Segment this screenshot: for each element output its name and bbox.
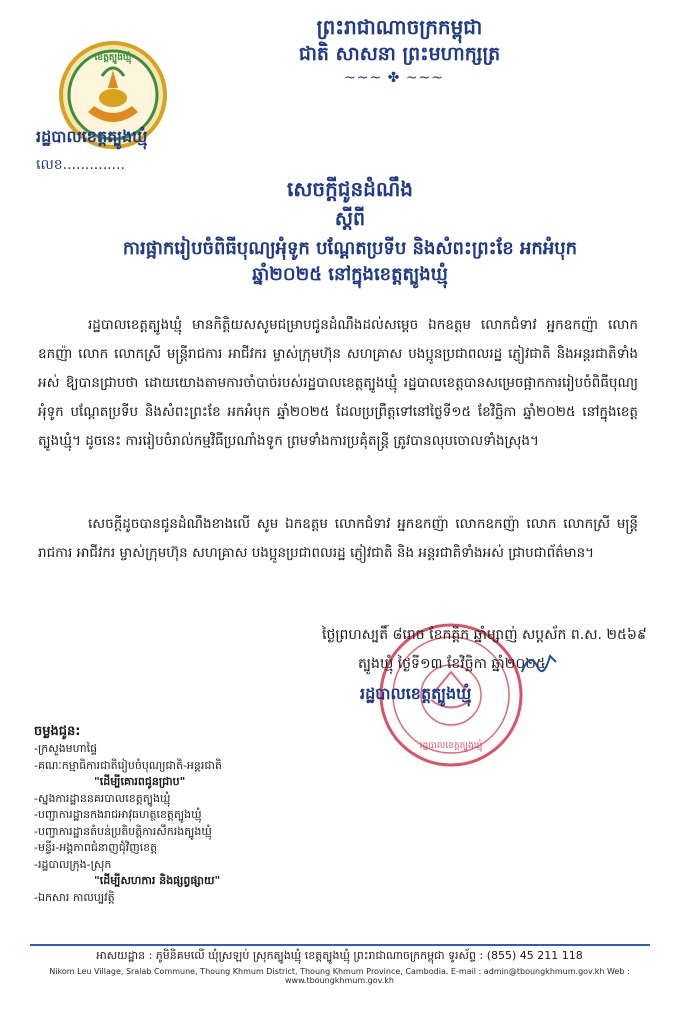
cc-list <box>34 741 222 906</box>
footer-address-english: Nikom Leu Village, Sralab Commune, Thoung Khmum District, Thoung Khmum Province, Cambodia. E-mail : admin@tboungkhmum.gov.kh Web : www.tboungkhmum.gov.kh <box>49 967 630 985</box>
issuing-authority: រដ្ឋបាលខេត្តត្បូងឃ្មុំ <box>36 127 148 146</box>
stamp-text: រដ្ឋបាលខេត្តត្បូងឃ្មុំ <box>419 741 483 751</box>
kingdom-heading: ព្រះរាជាណាចក្រកម្ពុជា <box>316 15 483 39</box>
body-paragraph-1: រដ្ឋបាលខេត្តត្បូងឃ្មុំ មានកិត្តិយសសូមជម្រាបជូនដំណឹងដល់សម្តេច ឯកឧត្តម លោកជំទាវ អ្នកឧកញ៉ា លោកឧកញ៉ា លោក លោកស្រី មន្ត្រីរាជការ អាជីវករ ម្ចាស់ក្រុមហ៊ុន សហគ្រាស បងប្អូនប្រជាពលរដ្ឋ ភ្ញៀវជាតិ និងអន្តរជាតិទាំងអស់ ឱ្យបានជ្រាបថា ដោយយោងតាមការចាំបាច់របស់រដ្ឋបាលខេត្តត្បូងឃ្មុំ រដ្ឋបាលខេត្តបានសម្រេចផ្អាកការរៀបចំពិធីបុណ្យអុំទូក បណ្តែតប្រទីប និងសំពះព្រះខែ អកអំបុក ឆ្នាំ២០២៥ ដែលប្រព្រឹត្តទៅនៅថ្ងៃទី១៥ ខែវិច្ឆិកា ឆ្នាំ២០២៥ នៅក្នុងខេត្តត្បូងឃ្មុំ។ ដូចនេះ ការរៀបចំរាល់កម្មវិធីប្រណាំងទូក ព្រមទាំងការប្រគុំតន្ត្រី ត្រូវបានលុបចោលទាំងស្រុង។ <box>38 317 638 449</box>
list-item: -ស្នងការដ្ឋាននគរបាលខេត្តត្បូងឃ្មុំ <box>34 791 171 805</box>
list-item: -បញ្ជាការដ្ឋានតំបន់ប្រតិបត្តិការសឹករងត្បូងឃ្មុំ <box>34 824 212 838</box>
list-item: -ឯកសារ កាលប្បវត្តិ <box>34 890 115 904</box>
list-item: -ក្រសួងមហាផ្ទៃ <box>34 742 98 755</box>
list-item: -មន្ទីរ-អង្គភាពជំនាញជុំវិញខេត្ត <box>34 841 158 854</box>
title-subject: ការផ្អាករៀបចំពិធីបុណ្យអុំទូក បណ្តែតប្រទីប និងសំពះព្រះខែ អកអំបុក <box>122 238 578 259</box>
footer-rule <box>30 944 650 946</box>
list-item: -បញ្ជាការដ្ឋានកងរាជអាវុធហត្ថខេត្តត្បូងឃ្មុំ <box>34 808 202 821</box>
title-subject-year: ឆ្នាំ២០២៥ នៅក្នុងខេត្តត្បូងឃ្មុំ <box>252 264 448 285</box>
ornament-divider: ~~~ ✤ ~~~ <box>344 70 445 86</box>
list-item: "ដើម្បីសហការ និងផ្សព្វផ្សាយ" <box>94 874 221 887</box>
body-paragraph-2: សេចក្តីដូចបានជូនដំណឹងខាងលើ សូម ឯកឧត្តម លោកជំទាវ អ្នកឧកញ៉ា លោកឧកញ៉ា លោក លោកស្រី មន្ត្រីរាជការ អាជីវករ ម្ចាស់ក្រុមហ៊ុន សហគ្រាស បងប្អូនប្រជាពលរដ្ឋ ភ្ញៀវជាតិ និង អន្តរជាតិទាំងអស់ ជ្រាបជាព័ត៌មាន។ <box>38 516 638 561</box>
motto-heading: ជាតិ សាសនា ព្រះមហាក្សត្រ <box>298 43 501 65</box>
signatory-title: រដ្ឋបាលខេត្តត្បូងឃ្មុំ <box>360 684 472 703</box>
list-item: -គណៈកម្មាធិការជាតិរៀបចំបុណ្យជាតិ-អន្តរជាតិ <box>34 758 222 772</box>
lunar-date: ថ្ងៃព្រហស្បតិ៍ ៨រោច ខែកត្តិក ឆ្នាំម្សាញ់ សប្តស័ក ព.ស. ២៥៦៩ <box>322 627 647 643</box>
solar-date: ត្បូងឃ្មុំ ថ្ងៃទី១៣ ខែវិច្ឆិកា ឆ្នាំ២០២៥ <box>358 656 546 672</box>
list-item: "ដើម្បីគោរពជូនជ្រាប" <box>94 775 186 788</box>
title-regarding: ស្តីពី <box>334 208 366 230</box>
signature-mark <box>520 648 560 678</box>
list-item: -រដ្ឋបាលក្រុង-ស្រុក <box>34 857 112 871</box>
seal-text: ខេត្តត្បូងឃ្មុំ <box>94 53 132 63</box>
cc-label: ចម្លងជូន: <box>34 724 81 739</box>
document-title: សេចក្តីជូនដំណឹង <box>287 177 413 201</box>
footer-address-khmer: អាសយដ្ឋាន : ភូមិនិគមលើ ឃុំស្រឡប់ ស្រុកត្បូងឃ្មុំ ខេត្តត្បូងឃ្មុំ ព្រះរាជាណាចក្រកម្ពុជា ទូរស័ព្ទ : (855) 45 211 118 <box>96 949 583 962</box>
reference-number: លេខ.............. <box>36 157 125 173</box>
